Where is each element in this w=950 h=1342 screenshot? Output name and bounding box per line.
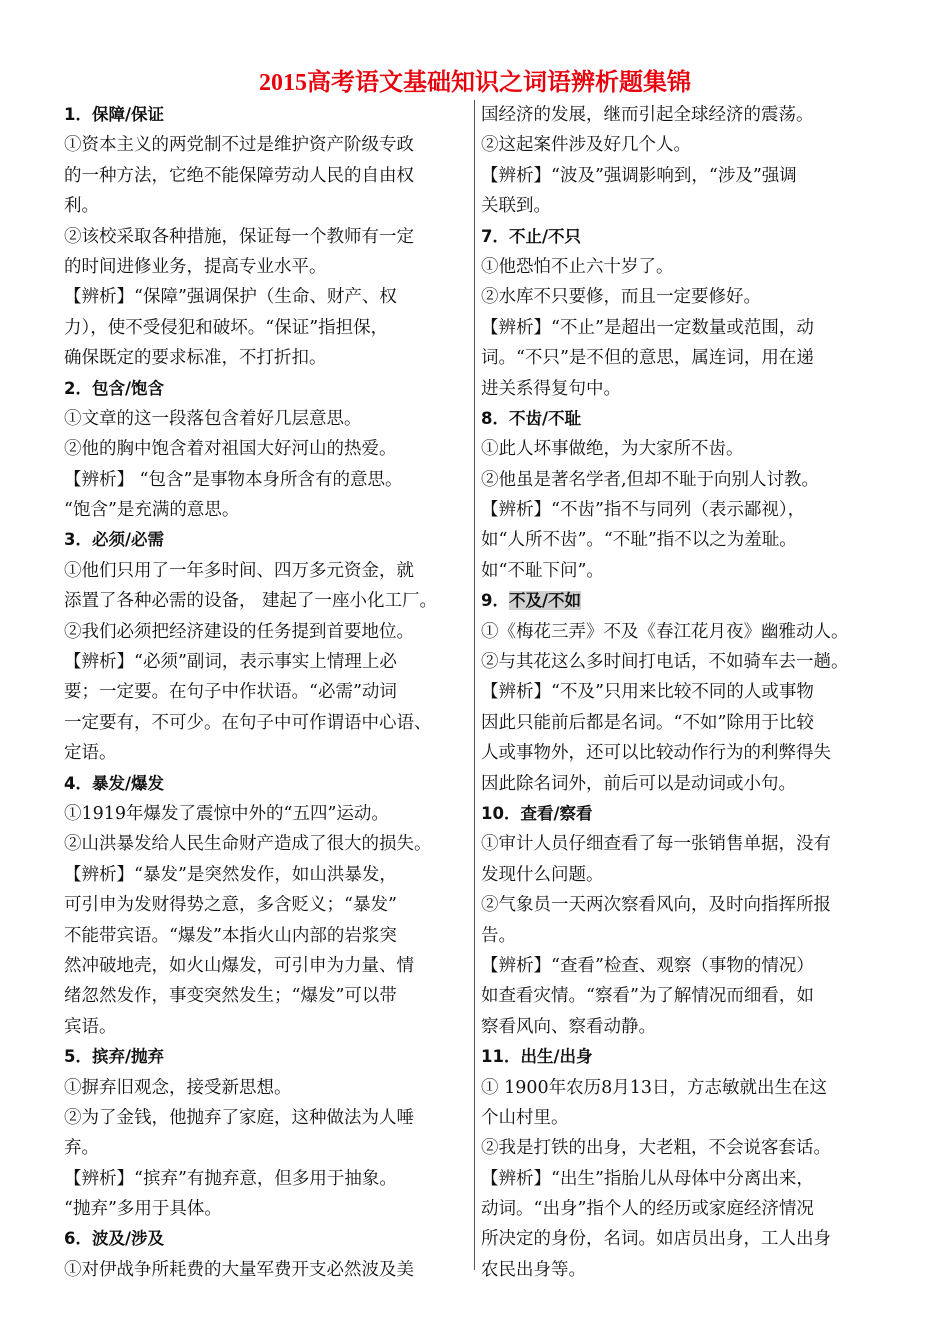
heading-number: 9． [481,591,509,611]
text-line: 【辨析】“保障”强调保护（生命、财产、权 [64,287,397,308]
text-line: 农民出身等。 [481,1259,586,1280]
section-heading: 10．查看/察看 [481,803,593,823]
text-line: ①他恐怕不止六十岁了。 [481,256,674,277]
text-line: 【辨析】“出生”指胎儿从母体中分离出来， [481,1168,814,1189]
section-heading: 8．不齿/不耻 [481,408,582,428]
right-column [481,100,891,1285]
text-line: 【辨析】“不止”是超出一定数量或范围，动 [481,317,814,338]
column-divider [474,100,475,1270]
text-line: ②水库不只要修，而且一定要修好。 [481,287,761,308]
text-line: ①他们只用了一年多时间、四万多元资金，就 [64,560,414,581]
text-line: 利。 [64,196,99,217]
text-line: ①《梅花三弄》不及《春江花月夜》幽雅动人。 [481,621,849,642]
text-line: 察看风向、察看动静。 [481,1016,656,1037]
section-heading: 11．出生/出身 [481,1047,593,1067]
text-line: ②我是打铁的出身，大老粗，不会说客套话。 [481,1138,831,1159]
text-line: 添置了各种必需的设备， 建起了一座小化工厂。 [64,591,438,612]
text-line: 要；一定要。在句子中作状语。“必需”动词 [64,682,397,703]
text-line: 【辨析】“查看”检查、观察（事物的情况） [481,955,814,976]
text-line: ②山洪暴发给人民生命财产造成了很大的损失。 [64,834,432,855]
text-line: 绪忽然发作，事变突然发生；“爆发”可以带 [64,986,397,1007]
text-line: ①1919年爆发了震惊中外的“五四”运动。 [64,803,389,824]
text-line: ①此人坏事做绝，为大家所不齿。 [481,439,744,460]
text-line: 确保既定的要求标准，不打折扣。 [64,348,327,369]
text-line: ①审计人员仔细查看了每一张销售单据，没有 [481,834,831,855]
text-line: 宾语。 [64,1016,117,1037]
text-line: ①摒弃旧观念，接受新思想。 [64,1077,292,1098]
text-line: 力），使不受侵犯和破坏。“保证”指担保， [64,317,389,338]
section-heading: 2．包含/饱含 [64,378,165,398]
section-heading [481,586,891,616]
left-column [64,100,474,1285]
text-line: 因此只能前后都是名词。“不如”除用于比较 [481,712,814,733]
text-line: ②为了金钱，他抛弃了家庭，这种做法为人唾 [64,1107,414,1128]
text-line: 一定要有，不可少。在句子中可作谓语中心语、 [64,712,432,733]
text-line: 的一种方法，它绝不能保障劳动人民的自由权 [64,165,414,186]
text-line: ②我们必须把经济建设的任务提到首要地位。 [64,621,414,642]
text-line: 可引申为发财得势之意，多含贬义；“暴发” [64,895,397,916]
text-line: 人或事物外，还可以比较动作行为的利弊得失 [481,743,831,764]
section-heading: 5．摈弃/抛弃 [64,1047,165,1067]
text-line: 因此除名词外，前后可以是动词或小句。 [481,773,796,794]
text-line: 所决定的身份，名词。如店员出身，工人出身 [481,1229,831,1250]
text-line: 如查看灾情。“察看”为了解情况而细看，如 [481,986,814,1007]
text-line: 【辨析】 “包含”是事物本身所含有的意思。 [64,469,403,490]
text-line: 关联到。 [481,196,551,217]
text-line: 不能带宾语。“爆发”本指火山内部的岩浆突 [64,925,397,946]
text-line: 如“不耻下问”。 [481,560,604,581]
text-line: “饱含”是充满的意思。 [64,500,240,521]
text-line: 定语。 [64,743,117,764]
text-line: ②与其花这么多时间打电话，不如骑车去一趟。 [481,652,849,673]
text-line: “抛弃”多用于具体。 [64,1199,222,1220]
text-line: 【辨析】“暴发”是突然发作，如山洪暴发， [64,864,397,885]
text-line: ①资本主义的两党制不过是维护资产阶级专政 [64,135,414,156]
text-line: 进关系得复句中。 [481,378,621,399]
text-line: 【辨析】“摈弃”有抛弃意，但多用于抽象。 [64,1168,397,1189]
text-line: 【辨析】“不齿”指不与同列（表示鄙视）， [481,500,806,521]
text-line: 发现什么问题。 [481,864,604,885]
text-line: 动词。“出身”指个人的经历或家庭经济情况 [481,1199,814,1220]
section-heading: 6．波及/涉及 [64,1229,165,1249]
text-line: 国经济的发展，继而引起全球经济的震荡。 [481,105,814,125]
text-line: 如“人所不齿”。“不耻”指不以之为羞耻。 [481,530,797,551]
highlighted-term: 不及/不如 [508,591,582,611]
text-line: 【辨析】“波及”强调影响到，“涉及”强调 [481,165,797,186]
text-line: ②他的胸中饱含着对祖国大好河山的热爱。 [64,439,397,460]
text-line: ① 1900年农历8月13日，方志敏就出生在这 [481,1077,827,1098]
text-line: 【辨析】“必须”副词，表示事实上情理上必 [64,652,397,673]
text-line: 的时间进修业务，提高专业水平。 [64,256,327,277]
text-line: ②他虽是著名学者,但却不耻于向别人讨教。 [481,469,820,490]
text-line: 个山村里。 [481,1107,569,1128]
document-title: 2015高考语文基础知识之词语辨析题集锦 [259,70,691,96]
text-line: 然冲破地壳，如火山爆发，可引申为力量、情 [64,955,414,976]
text-line: ②这起案件涉及好几个人。 [481,135,691,156]
section-heading: 1．保障/保证 [64,105,165,124]
section-heading: 3．必须/必需 [64,530,165,550]
text-line: ①对伊战争所耗费的大量军费开支必然波及美 [64,1259,414,1280]
text-line: 告。 [481,925,516,946]
text-line: ②气象员一天两次察看风向，及时向指挥所报 [481,895,831,916]
section-heading: 4．暴发/爆发 [64,773,165,793]
text-line: 【辨析】“不及”只用来比较不同的人或事物 [481,682,814,703]
text-line: 词。“不只”是不但的意思，属连词，用在递 [481,348,814,369]
text-line: ②该校采取各种措施，保证每一个教师有一定 [64,226,414,247]
text-line: ①文章的这一段落包含着好几层意思。 [64,408,362,429]
section-heading: 7．不止/不只 [481,226,582,246]
text-line: 弃。 [64,1138,99,1159]
